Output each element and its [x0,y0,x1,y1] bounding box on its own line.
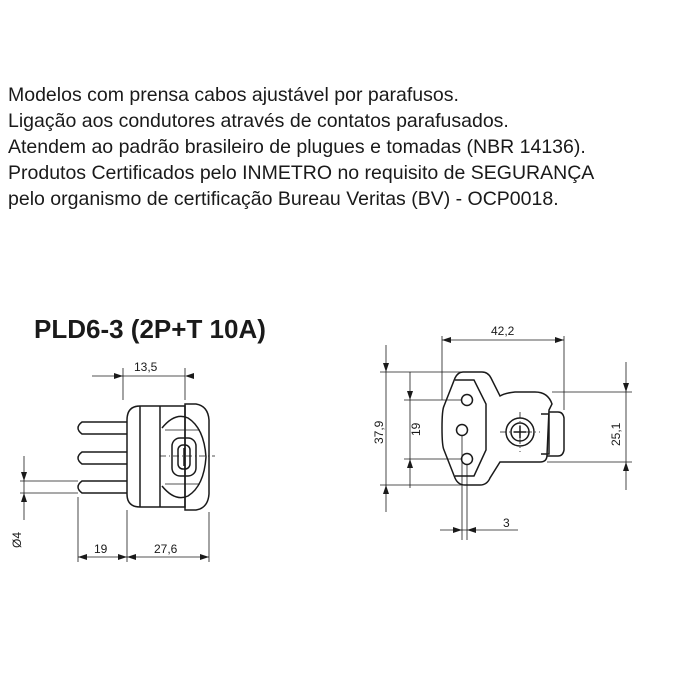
description-line: Produtos Certificados pelo INMETRO no requisito de SEGURANÇA [8,162,595,184]
dim-offset [440,436,518,540]
front-housing [442,372,552,485]
dim-width-label: 42,2 [491,324,515,338]
description-line: Modelos com prensa cabos ajustável por parafusos. [8,84,459,106]
dim-pin-length-label: 19 [94,542,108,556]
dim-offset-label: 3 [503,516,510,530]
pin-hole-earth [457,425,468,436]
dim-height-label: 37,9 [372,420,386,444]
dim-top-label: 13,5 [134,360,158,374]
description-line: Ligação aos condutores através de contatos parafusados. [8,110,509,132]
pins [78,422,127,493]
dim-top [92,360,194,400]
description-line: pelo organismo de certificação Bureau Veritas (BV) - OCP0018. [8,188,559,210]
dim-body-length-label: 27,6 [154,542,178,556]
dim-body-height-label: 25,1 [609,422,623,446]
description-line: Atendem ao padrão brasileiro de plugues e tomadas (NBR 14136). [8,136,586,158]
dim-pin-diameter-label: Ø4 [10,531,24,548]
plug-body [127,404,209,510]
side-view [10,360,215,562]
dim-body-height [547,362,632,490]
dim-width [442,324,564,410]
pin-hole-top [462,395,473,406]
front-view [372,324,632,540]
dim-pin-spacing [404,372,462,488]
dim-pin-spacing-label: 19 [409,422,423,436]
model-title: PLD6-3 (2P+T 10A) [34,314,266,344]
pin-hole-bottom [462,454,473,465]
dim-pin-diameter [10,456,78,548]
